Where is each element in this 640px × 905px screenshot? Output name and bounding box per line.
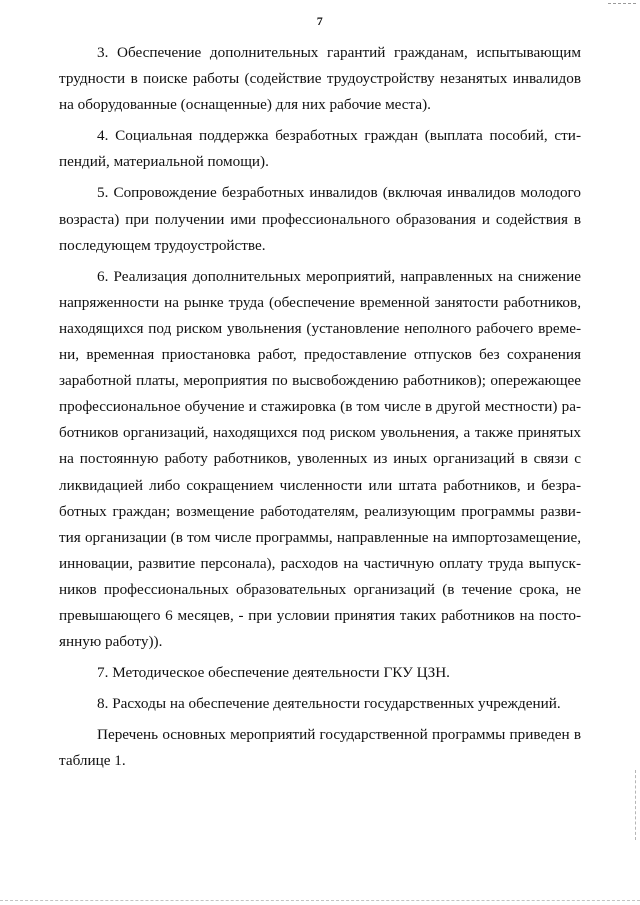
page-number: 7 — [316, 14, 324, 28]
scan-artifact-top — [608, 3, 636, 6]
paragraph-item-5: 5. Сопровождение безработных инвалидов (включая инвалидов молодого возраста) при получении ими профессионального образования и содействия в последующем трудоустройстве. — [59, 184, 581, 254]
paragraph-table-reference: Перечень основных мероприятий государственной программы приведен в таблице 1. — [59, 726, 581, 770]
scan-artifact-right — [635, 770, 637, 840]
paragraph-item-7: 7. Методическое обеспечение деятельности ГКУ ЦЗН. — [97, 664, 450, 682]
paragraph-item-6: 6. Реализация дополнительных мероприятий, направленных на снижение напряженности на рынке труда (обеспечение временной занятости работников, находящихся под риском увольнения (установление неполного рабочего времени, временная приостановка работ, предоставление отпусков без сохранения заработной платы, мероприятия по высвобождению работников); опережающее профессиональное обучение и стажировка (в том числе в другой местности) работников организаций, находящихся под риском увольнения, а также принятых на постоянную работу работников, уволенных из иных организаций в связи с ликвидацией либо сокращением численности или штата работников, и безработных граждан; возмещение работодателям, реализующим программы развития организации (в том числе программы, направленные на импортозамещение, инновации, развитие персонала), расходов на частичную оплату труда выпускников профессиональных образовательных организаций (в течение срока, не превышающего 6 месяцев, - при условии принятия таких работников на постоянную работу)). — [59, 267, 581, 651]
paragraph-item-8: 8. Расходы на обеспечение деятельности государственных учреждений. — [97, 695, 561, 713]
paragraph-item-3: 3. Обеспечение дополнительных гарантий гражданам, испытывающим трудности в поиске работы (содействие трудоустройству незанятых инвалидов на оборудованные (оснащенные) для них рабочие места). — [59, 44, 581, 114]
paragraph-item-4: 4. Социальная поддержка безработных граждан (выплата пособий, стипендий, материальной помощи). — [59, 127, 581, 171]
scan-artifact-bottom — [0, 900, 640, 902]
document-body — [59, 40, 581, 780]
